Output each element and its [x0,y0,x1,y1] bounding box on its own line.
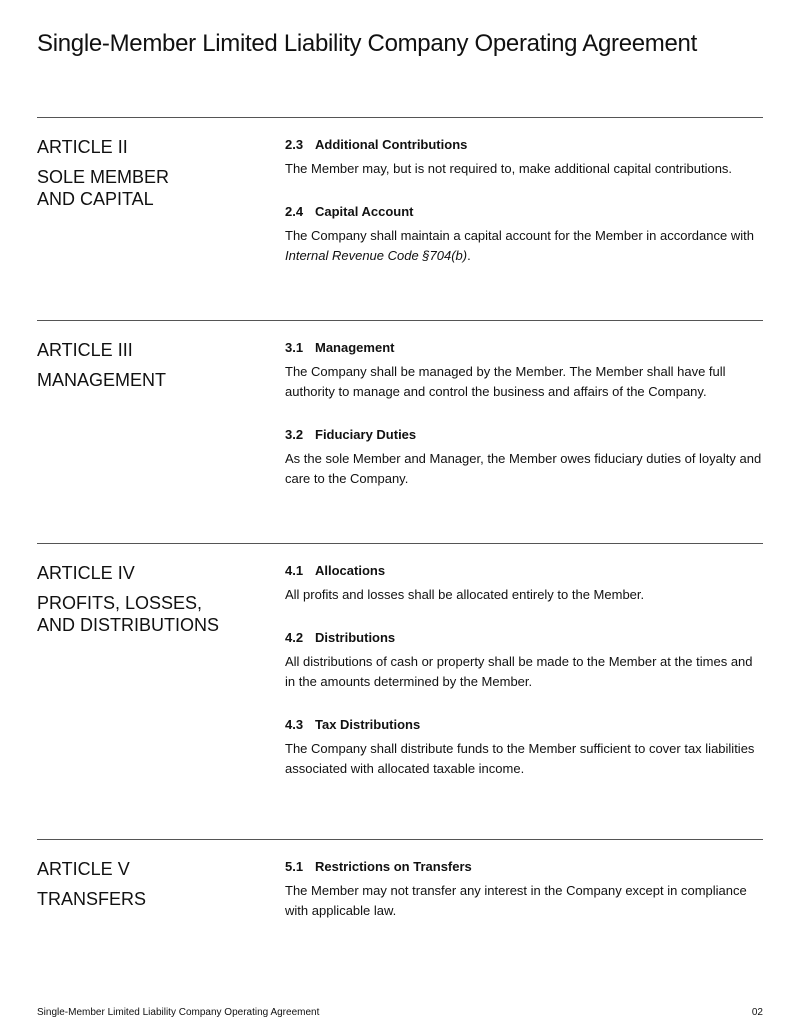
section-title: Capital Account [315,204,414,219]
section-body [285,226,763,266]
section-4-1 [285,562,763,605]
article-title-line: AND DISTRIBUTIONS [37,615,220,635]
article-title-line: SOLE MEMBER [37,167,170,187]
article-sections [285,858,763,945]
section-heading [285,203,763,221]
section-heading [285,136,763,154]
article-title-line: TRANSFERS [37,889,147,909]
section-title: Allocations [315,563,386,578]
article-title [37,369,267,391]
section-2-3 [285,136,763,179]
article-number: ARTICLE II [37,137,128,157]
section-heading [285,629,763,647]
section-number: 3.1 [285,340,304,355]
article-heading [37,562,267,636]
article-heading [37,339,267,391]
article-title [37,166,267,210]
section-number: 5.1 [285,859,304,874]
article-sections [285,136,763,290]
section-number: 2.4 [285,204,304,219]
section-3-1 [285,339,763,402]
article-title-line: MANAGEMENT [37,370,167,390]
article-sections [285,339,763,513]
document-title: Single-Member Limited Liability Company Operating Agreement [37,30,697,57]
section-number: 3.2 [285,427,304,442]
section-heading [285,562,763,580]
section-body: The Member may, but is not required to, make additional capital contributions. [285,161,733,176]
article-heading [37,858,267,910]
section-heading [285,716,763,734]
article-number: ARTICLE III [37,340,133,360]
section-title: Fiduciary Duties [315,427,417,442]
article-v [37,839,763,990]
section-body: The Company shall distribute funds to the Member sufficient to cover tax liabilities associated with allocated taxable income. [285,741,755,776]
section-title: Tax Distributions [315,717,421,732]
section-body: The Member may not transfer any interest in the Company except in compliance with applicable law. [285,883,747,918]
section-number: 4.1 [285,563,304,578]
section-heading [285,339,763,357]
section-title: Restrictions on Transfers [315,859,472,874]
article-iv [37,543,763,837]
article-title-line: AND CAPITAL [37,189,154,209]
section-title: Management [315,340,395,355]
code-citation: Internal Revenue Code §704(b) [285,248,468,263]
article-sections [285,562,763,803]
section-body-tail: . [467,248,471,263]
page-number: 02 [751,1007,763,1018]
section-number: 4.3 [285,717,304,732]
section-body: The Company shall be managed by the Member. The Member shall have full authority to manage and control the business and affairs of the Company. [285,364,726,399]
article-title [37,592,267,636]
section-heading [285,426,763,444]
article-ii [37,117,763,318]
section-2-4 [285,203,763,266]
section-3-2 [285,426,763,489]
article-title [37,888,267,910]
article-number: ARTICLE V [37,859,130,879]
section-4-3 [285,716,763,779]
section-title: Additional Contributions [315,137,468,152]
article-number: ARTICLE IV [37,563,135,583]
footer-document-title: Single-Member Limited Liability Company Operating Agreement [37,1007,320,1018]
section-body-text: The Company shall maintain a capital account for the Member in accordance with [285,228,754,243]
section-4-2 [285,629,763,692]
section-body: All profits and losses shall be allocated entirely to the Member. [285,587,645,602]
section-5-1 [285,858,763,921]
article-iii [37,320,763,541]
section-body: All distributions of cash or property shall be made to the Member at the times and in the amounts determined by the Member. [285,654,753,689]
section-number: 4.2 [285,630,304,645]
section-heading [285,858,763,876]
section-title: Distributions [315,630,396,645]
section-body: As the sole Member and Manager, the Member owes fiduciary duties of loyalty and care to the Company. [285,451,762,486]
article-heading [37,136,267,210]
article-title-line: PROFITS, LOSSES, [37,593,203,613]
section-number: 2.3 [285,137,304,152]
